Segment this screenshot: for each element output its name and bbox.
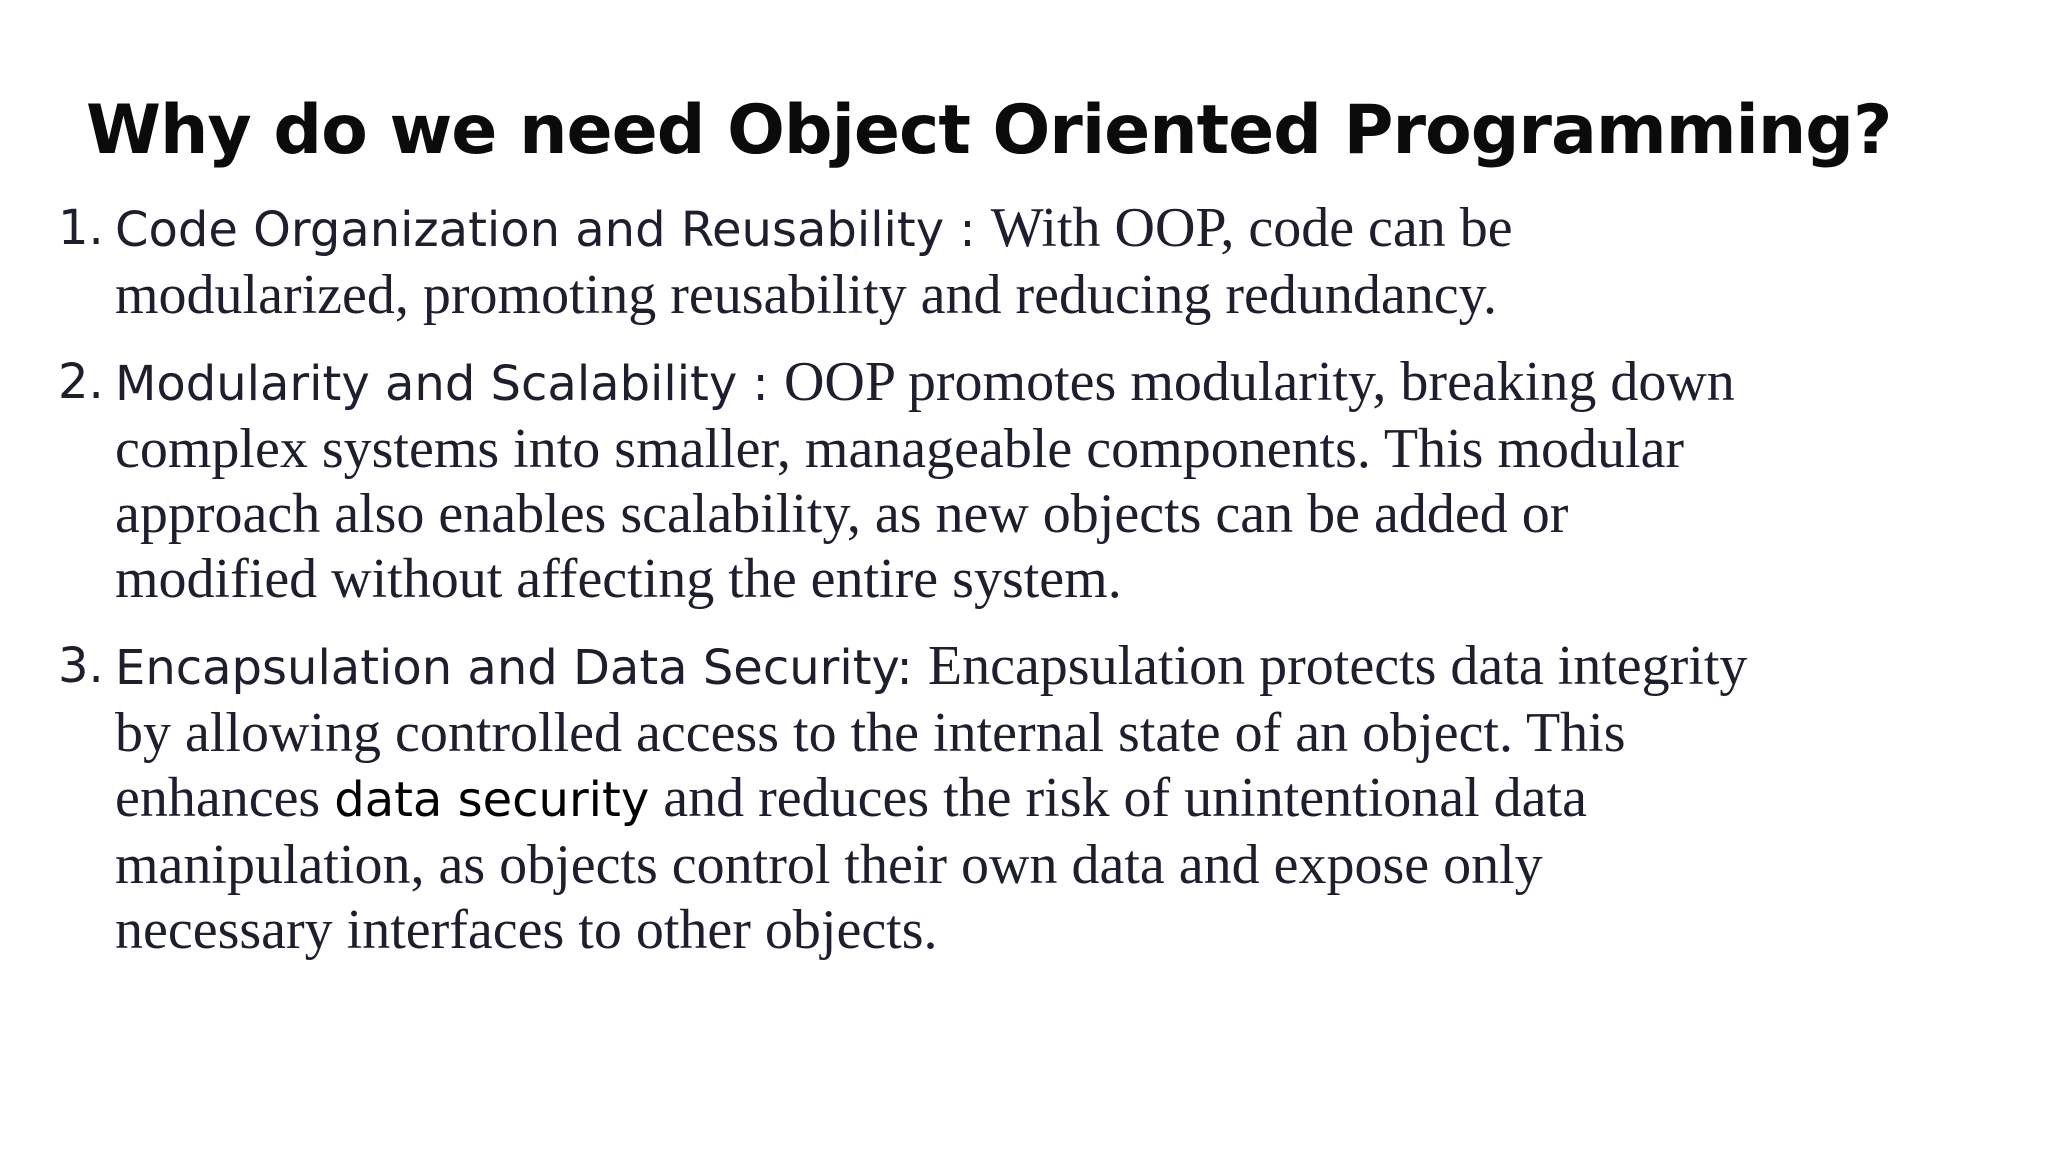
item-heading: Code Organization and Reusability : [115,202,991,258]
list-number: 1. [58,200,104,256]
item-heading: Encapsulation and Data Security: [115,640,928,696]
item-emphasis: data security [334,772,650,828]
list-item [58,196,1748,328]
item-text-before: Encapsulation protects data integrity by allowing controlled access to the internal state of an object. This enhances [115,635,1748,829]
list-item [58,634,1748,963]
list-number: 3. [58,638,104,694]
item-text: OOP promotes modularity, breaking down complex systems into smaller, manageable components. This modular approach also enables scalability, as new objects can be added or modified without affecting the entire system. [115,351,1735,610]
slide-title: Why do we need Object Oriented Programming? [86,91,1892,170]
item-text: With OOP, code can be modularized, promoting reusability and reducing redundancy. [115,197,1513,326]
item-heading: Modularity and Scalability : [115,356,784,412]
item-text-after: and reduces the risk of unintentional data manipulation, as objects control their own data and expose only necessary interfaces to other objects. [115,767,1587,961]
numbered-list [58,196,1748,985]
list-item [58,350,1748,612]
list-number: 2. [58,354,104,410]
